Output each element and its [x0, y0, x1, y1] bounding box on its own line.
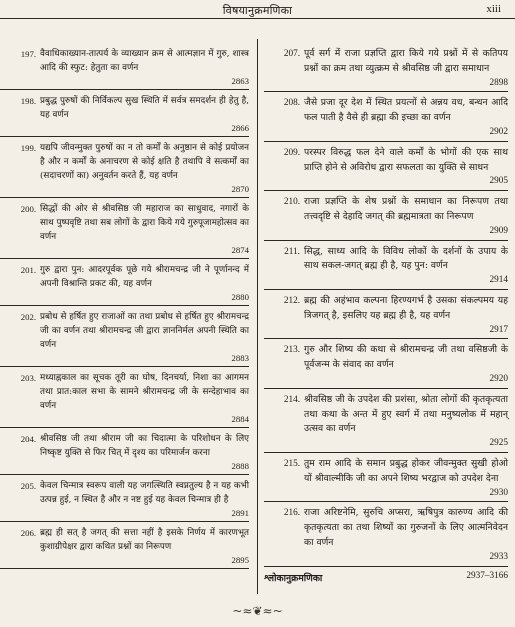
entry-number: 199.	[20, 143, 36, 153]
toc-entry	[264, 96, 508, 138]
entry-text: गुरु द्वारा पुन: आदरपूर्वक पूछे गये श्रीरामचन्द्र जी ने पूर्णानन्द में अपनी विश्रान्ति प्रकट की, यह वर्णन	[40, 265, 249, 289]
entry-text: प्रबोध से हर्षित हुए राजाओं का तथा प्रबोध से हर्षित हुए श्रीरामचन्द्र जी का वर्णन तथा श्रीरामचन्द्र जी द्वारा ज्ञाननिर्मल अपनी स्थिति का वर्णन	[40, 312, 249, 350]
entry-divider	[0, 474, 249, 475]
column-divider	[257, 39, 258, 594]
entry-page-number: 2883	[231, 353, 249, 363]
entry-number: 198.	[20, 96, 36, 106]
entry-number: 202.	[20, 312, 36, 322]
toc-entry	[0, 47, 249, 87]
entry-text: तुम राम आदि के समान प्रबुद्ध होकर जीवन्मुक्त सुखी होओ यों श्रीवाल्मीकि जी का अपने शिष्य भरद्वाज को उपदेश देना	[304, 457, 508, 484]
toc-entry	[264, 47, 508, 89]
entry-number: 213.	[283, 345, 300, 356]
entry-page-number: 2895	[231, 555, 249, 565]
toc-entry	[0, 263, 249, 303]
right-column	[264, 47, 508, 584]
entry-page-number: 2930	[489, 487, 508, 498]
entry-divider	[0, 427, 249, 428]
entry-page-number: 2933	[489, 551, 508, 562]
entry-divider	[264, 240, 508, 241]
entry-number: 207.	[283, 49, 300, 59]
entry-number: 201.	[20, 265, 36, 275]
entry-body	[304, 245, 508, 287]
page-number: xiii	[486, 3, 501, 15]
entry-divider	[0, 521, 249, 522]
entry-text: यद्यपि जीवन्मुक्त पुरुषों का न तो कर्मों के अनुष्ठान से कोई प्रयोजन है और न कर्मों के अनाचरण से कोई क्षति है तथापि वे सत्कर्मों का (सदाचरणों का) अनुवर्तन करते हैं, यह वर्णन	[40, 143, 249, 181]
footer-ornament: ~≈❦≈~	[232, 604, 283, 618]
entry-divider	[0, 89, 249, 90]
entry-text: परस्पर विरुद्ध फल देने वाले कर्मों के भोगों की एक साथ प्राप्ति होने से अविरोध द्वारा सफलता का युक्ति से साधन	[304, 146, 508, 173]
toc-entry	[0, 371, 249, 425]
entry-number: 200.	[20, 204, 36, 214]
entry-page-number: 2888	[231, 461, 249, 471]
entry-page-number: 2874	[231, 245, 249, 255]
entry-number: 203.	[20, 373, 36, 383]
entry-text: श्रीवसिष्ठ जी के उपदेश की प्रशंसा, श्रोता लोगों की कृतकृत्यता तथा कथा के अन्त में हुए स्वर्ग में तथा मनुष्यलोक में महान् उत्सव का वर्णन	[304, 393, 508, 435]
entry-text: पूर्व सर्ग में राजा प्रज्ञप्ति द्वारा किये गये प्रश्नों में से कतिपय प्रश्नों का क्रम तथा व्युत्क्रम से श्रीवसिष्ठ जी द्वारा समाधान	[304, 48, 508, 74]
entry-divider	[264, 566, 508, 567]
entry-number: 206.	[20, 528, 36, 538]
entry-number: 211.	[284, 246, 300, 257]
entry-text: श्रीवसिष्ठ जी तथा श्रीराम जी का चिदात्मा के परिशोधन के लिए निष्कृष्ट युक्ति से फिर चित् में दृश्य का परिमार्जन करना	[40, 434, 249, 458]
entry-page-number: 2905	[489, 176, 508, 187]
toc-entry	[0, 141, 249, 195]
entry-text: वैवाधिकाख्यान-तात्पर्य के व्याख्यान क्रम से आत्मज्ञान में गुरु, शास्त्र आदि की स्फुट: हेतुता का वर्णन	[40, 49, 249, 73]
entry-body	[304, 47, 508, 89]
entry-number: 216.	[283, 508, 300, 519]
entry-page-number: 2898	[489, 77, 508, 88]
entry-divider	[264, 190, 508, 191]
entry-page-number: 2891	[231, 508, 249, 518]
entry-body	[304, 195, 508, 237]
entry-body	[304, 96, 508, 138]
entry-body	[40, 94, 249, 134]
toc-entry	[264, 195, 508, 237]
toc-entry	[0, 479, 249, 519]
toc-entry	[0, 432, 249, 472]
entry-body	[40, 371, 249, 425]
entry-number: 205.	[20, 481, 36, 491]
entry-page-number: 2920	[489, 373, 508, 384]
toc-entry	[264, 343, 508, 385]
toc-entry	[264, 294, 508, 336]
entry-page-number: 2884	[231, 414, 249, 424]
entry-body	[40, 432, 249, 472]
entry-number: 209.	[283, 147, 300, 158]
entry-text: सिद्ध, साध्य आदि के विविध लोकों के दर्शनों के उपाय के साथ सकल-जगत् ब्रह्म ही है, यह पुन: वर्णन	[304, 245, 508, 272]
entry-number: 208.	[283, 98, 300, 109]
toc-entry	[0, 526, 249, 566]
entry-body	[40, 310, 249, 364]
entry-divider	[0, 366, 249, 367]
entry-page-number: 2909	[489, 225, 508, 236]
entry-page-number: 2866	[231, 123, 249, 133]
entry-divider	[264, 452, 508, 453]
shloka-index-row	[264, 571, 508, 584]
entry-divider	[264, 501, 508, 502]
entry-divider	[0, 305, 249, 306]
entry-number: 197.	[20, 49, 36, 59]
entry-page-number: 2917	[489, 324, 508, 335]
entry-divider	[0, 258, 249, 259]
entry-divider	[0, 568, 249, 569]
entry-divider	[0, 136, 249, 137]
toc-entry	[264, 393, 508, 450]
entry-divider	[264, 91, 508, 92]
entry-page-number: 2863	[231, 76, 249, 86]
entry-divider	[264, 388, 508, 389]
entry-divider	[264, 289, 508, 290]
entry-number: 204.	[20, 434, 36, 444]
entry-divider	[0, 197, 249, 198]
shloka-index-label: श्लोकानुक्रमणिका	[264, 572, 323, 584]
entry-text: मध्याह्नकाल का सूचक तूरी का घोष, दिनचर्या, निशा का आगमन तथा प्रात:काल सभा के सामने श्रीरामचन्द्र जी के सन्देहाभाव का वर्णन	[40, 373, 249, 411]
entry-page-number: 2902	[489, 126, 508, 137]
entry-body	[304, 146, 508, 188]
page-title: विषयानुक्रमणिका	[222, 4, 293, 17]
entry-body	[304, 506, 508, 563]
entry-number: 210.	[283, 197, 300, 208]
entry-text: प्रबुद्ध पुरुषों की निर्विकल्प सुख स्थिति में सर्वत्र समदर्शन ही हेतु है, यह वर्णन	[40, 96, 249, 120]
entry-page-number: 2925	[489, 438, 508, 449]
entry-body	[40, 263, 249, 303]
entry-body	[40, 141, 249, 195]
toc-entry	[264, 457, 508, 499]
toc-entry	[0, 94, 249, 134]
toc-entry	[0, 202, 249, 256]
entry-body	[40, 202, 249, 256]
toc-entry	[264, 506, 508, 563]
entry-body	[304, 457, 508, 499]
entry-body	[304, 343, 508, 385]
toc-entry	[264, 146, 508, 188]
shloka-index-range: 2937–3166	[466, 570, 508, 581]
entry-number: 212.	[283, 295, 300, 306]
entry-body	[40, 526, 249, 566]
entry-text: राजा प्रज्ञप्ति के शेष प्रश्नों के समाधान का निरूपण तथा तत्त्वदृष्टि से देहादि जगत् की ब्रह्ममात्रता का निरूपण	[304, 196, 508, 222]
entry-text: सिद्धों की ओर से श्रीवसिष्ठ जी महाराज का साधुवाद, नगारों के साथ पुष्पवृष्टि तथा सब लोगों के द्वारा किये गये गुरुपूजामहोत्सव का वर्णन	[40, 204, 249, 242]
entry-text: गुरु और शिष्य की कथा से श्रीरामचन्द्र जी तथा वसिष्ठजी के पूर्वजन्म के संवाद का वर्णन	[304, 344, 508, 371]
entry-text: जैसे प्रजा दूर देश में स्थित प्रयत्नों से अन्नय वध, बन्धन आदि फल पाती है वैसे ही ब्रह्मा की इच्छा का वर्णन	[304, 97, 508, 124]
entry-page-number: 2914	[489, 275, 508, 286]
entry-body	[304, 393, 508, 450]
entry-text: ब्रह्म की अहंभाव कल्पना हिरण्यगर्भ है उसका संकल्पमय यह त्रिजगत् है, इसलिए यह ब्रह्म ही है, यह वर्णन	[304, 294, 508, 321]
entry-divider	[264, 141, 508, 142]
toc-entry	[0, 310, 249, 364]
toc-entry	[264, 245, 508, 287]
entry-page-number: 2870	[231, 184, 249, 194]
entry-body	[304, 294, 508, 336]
entry-text: राजा अरिष्टनेमि, सुरुचि अप्सरा, ऋषिपुत्र कारुण्य आदि की कृतकृत्यता का तथा शिष्यों का गुरुजनों के लिए आत्मनिवेदन का वर्णन	[304, 507, 508, 548]
left-column	[0, 47, 249, 573]
entry-body	[40, 479, 249, 519]
entry-text: ब्रह्म ही सत् है जगत् की सत्ता नहीं है इसके निर्णय में कारणभूत कुशाग्रीपेक्षर द्वारा कथित प्रश्नों का निरूपण	[40, 528, 249, 552]
entry-number: 214.	[283, 394, 300, 405]
entry-text: केवल चिन्मात्र स्वरूप वाली यह जगत्स्थिति स्वप्नतुल्य है न यह कभी उत्पन्न हुई, न स्थित है और न नष्ट हुई यह केवल चिन्मात्र ही है	[40, 481, 249, 505]
entry-body	[40, 47, 249, 87]
header-divider	[0, 18, 515, 19]
entry-number: 215.	[283, 458, 300, 469]
entry-divider	[264, 338, 508, 339]
entry-page-number: 2880	[231, 292, 249, 302]
